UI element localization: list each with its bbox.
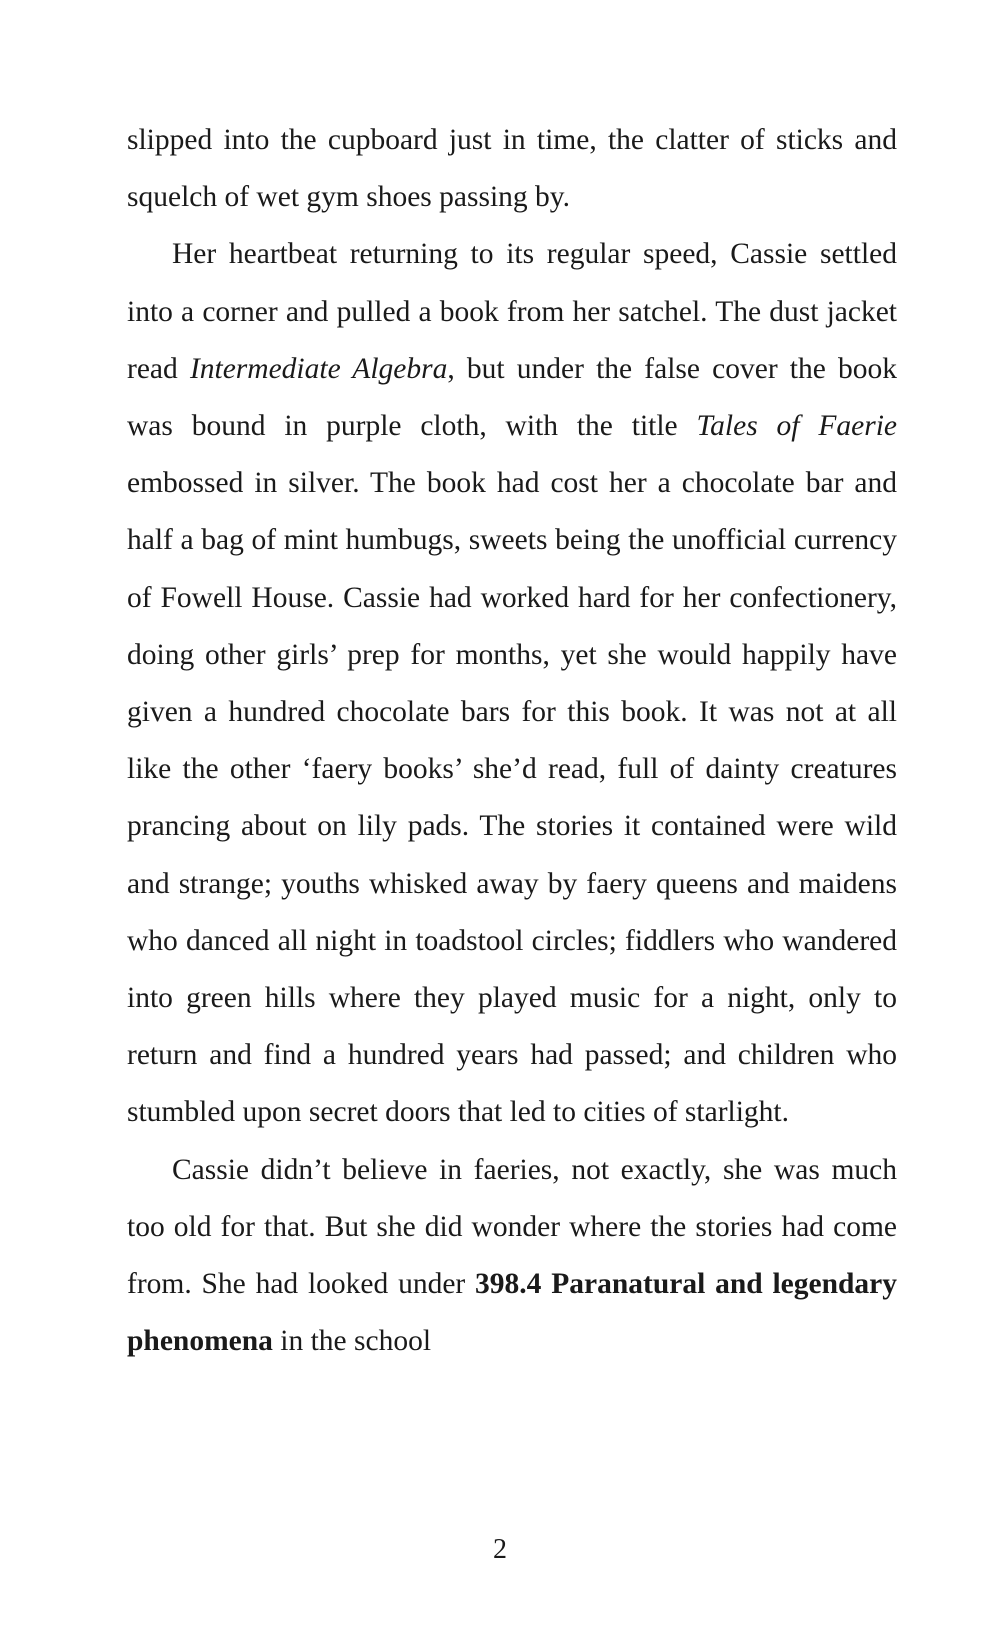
- paragraph-continuation: [127, 112, 897, 226]
- page-number: 2: [493, 1534, 507, 1565]
- text-segment: embossed in silver. The book had cost her a chocolate bar and half a bag of mint humbugs, sweets being the unofficial currency of Fowell House. Cassie had worked hard for her confectionery, doing other girls’ prep for months, yet she would happily have given a hundred chocolate bars for this book. It was not at all like the other ‘faery books’ she’d read, full of dainty creatures prancing about on lily pads. The stories it contained were wild and strange; youths whisked away by faery queens and maidens who danced all night in toadstool circles; fiddlers who wandered into green hills where they played music for a night, only to return and find a hundred years had passed; and children who stumbled upon secret doors that led to cities of starlight.: [127, 467, 897, 1129]
- text-segment: Her heartbeat returning to its regular speed, Cassie settled into a corner and pulled a book from her satchel. The dust jacket read: [127, 238, 897, 385]
- book-title-italic: Intermediate Algebra: [189, 352, 448, 385]
- text-segment: in the school: [272, 1325, 432, 1358]
- library-classification-bold: 398.4 Paranatural and legendary phenomena: [127, 1268, 897, 1358]
- paragraph-book-description: [127, 226, 897, 1141]
- text-segment: Cassie didn’t believe in faeries, not exactly, she was much too old for that. But she did wonder where the stories had come from. She had looked under: [127, 1153, 897, 1301]
- text-segment: slipped into the cupboard just in time, the clatter of sticks and squelch of wet gym shoes passing by.: [127, 124, 897, 214]
- paragraph-faeries: [127, 1142, 897, 1371]
- body-text: [127, 112, 897, 1370]
- text-segment: , but under the false cover the book was bound in purple cloth, with the title: [127, 352, 898, 443]
- book-title-italic: Tales of Faerie: [696, 410, 897, 443]
